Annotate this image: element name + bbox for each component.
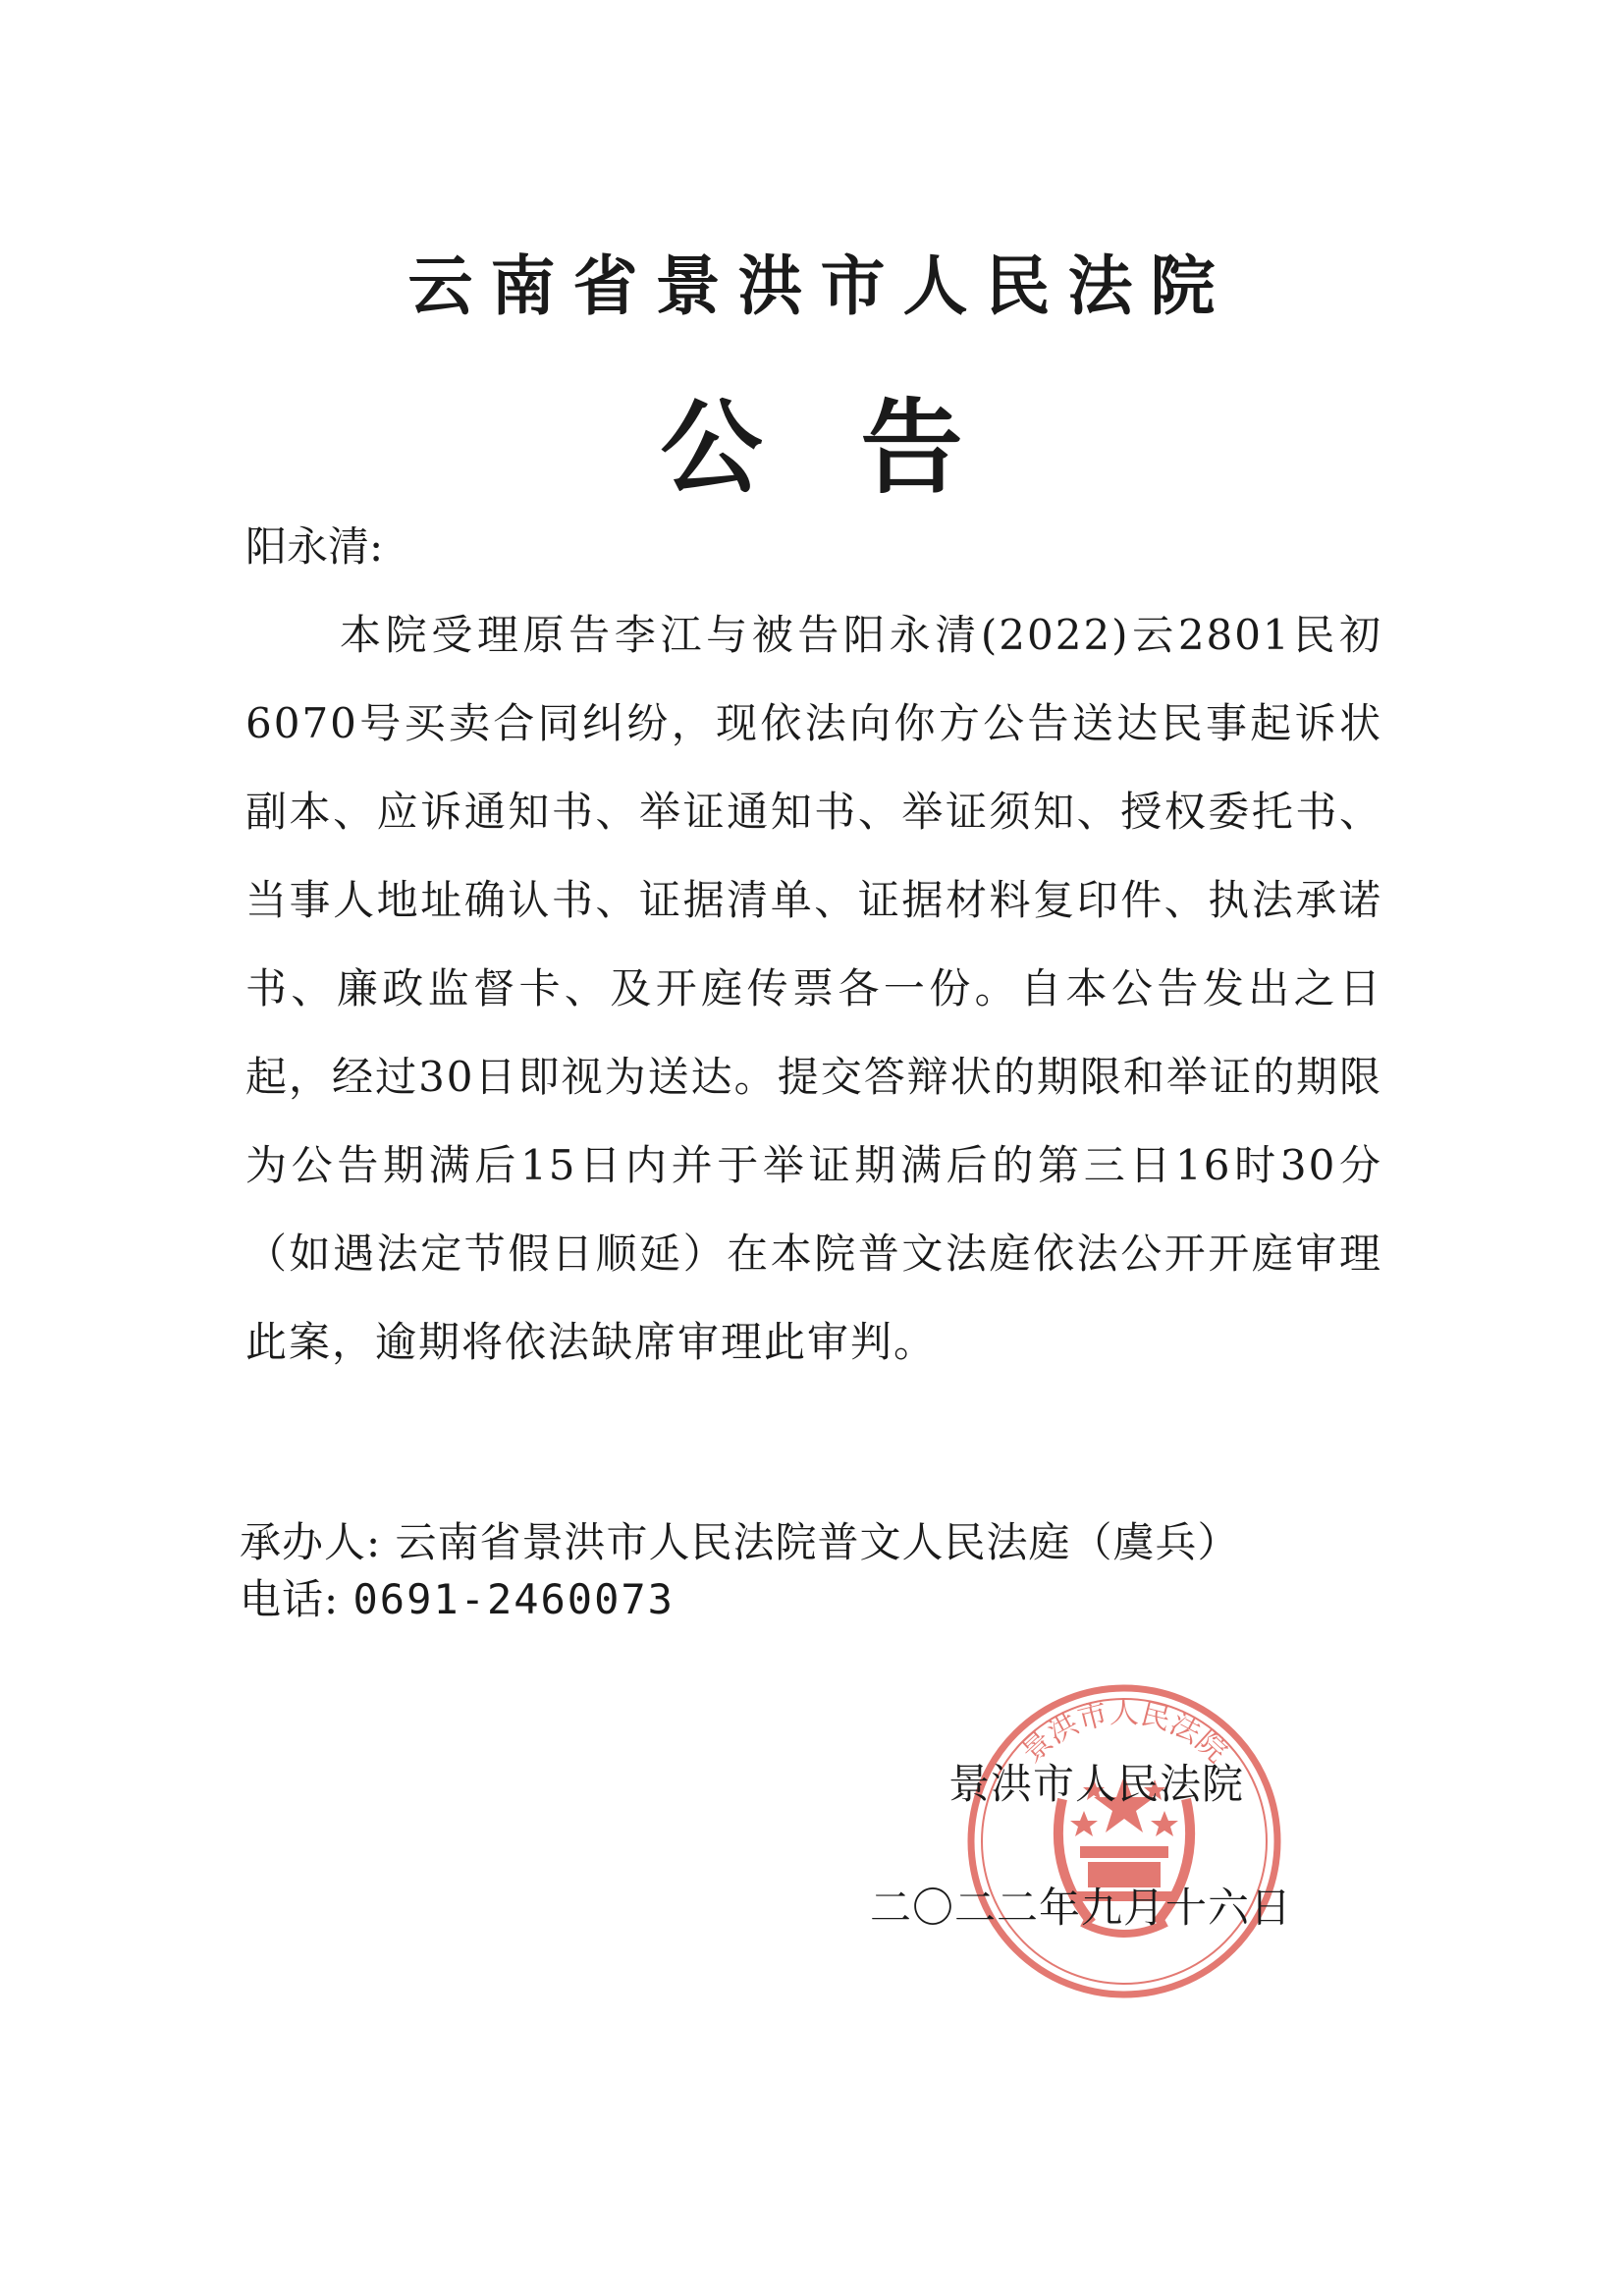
handler-label: 承办人: [240,1518,382,1566]
court-seal-stamp [964,1681,1284,2001]
phone-value: 0691-2460073 [352,1575,675,1623]
seal-arc-text: 景洪市人民法院 [1014,1696,1234,1771]
document-title: 公告 [660,388,1061,508]
notice-body: 本院受理原告李江与被告阳永清(2022)云2801民初6070号买卖合同纠纷，现依法向你方公告送达民事起诉状副本、应诉通知书、举证通知书、举证须知、授权委托书、当事人地址确认书、证据清单、证据材料复印件、执法承诺书、廉政监督卡、及开庭传票各一份。自本公告发出之日起，经过30日即视为送达。提交答辩状的期限和举证的期限为公告期满后15日内并于举证期满后的第三日16时30分（如遇法定节假日顺延）在本院普文法庭依法公开开庭审理此案，逾期将依法缺席审理此审判。 [245,611,1382,1366]
court-name-heading: 云南省景洪市人民法院 [407,248,1233,324]
signature-date: 二〇二二年九月十六日 [870,1884,1293,1932]
handler-line [240,1510,1240,1569]
recipient-line: 阳永清: [245,522,384,571]
handler-value: 云南省景洪市人民法院普文人民法庭（虞兵） [395,1518,1240,1566]
signature-court-name: 景洪市人民法院 [948,1760,1245,1808]
phone-line [240,1567,675,1626]
phone-label: 电话: [240,1575,340,1623]
